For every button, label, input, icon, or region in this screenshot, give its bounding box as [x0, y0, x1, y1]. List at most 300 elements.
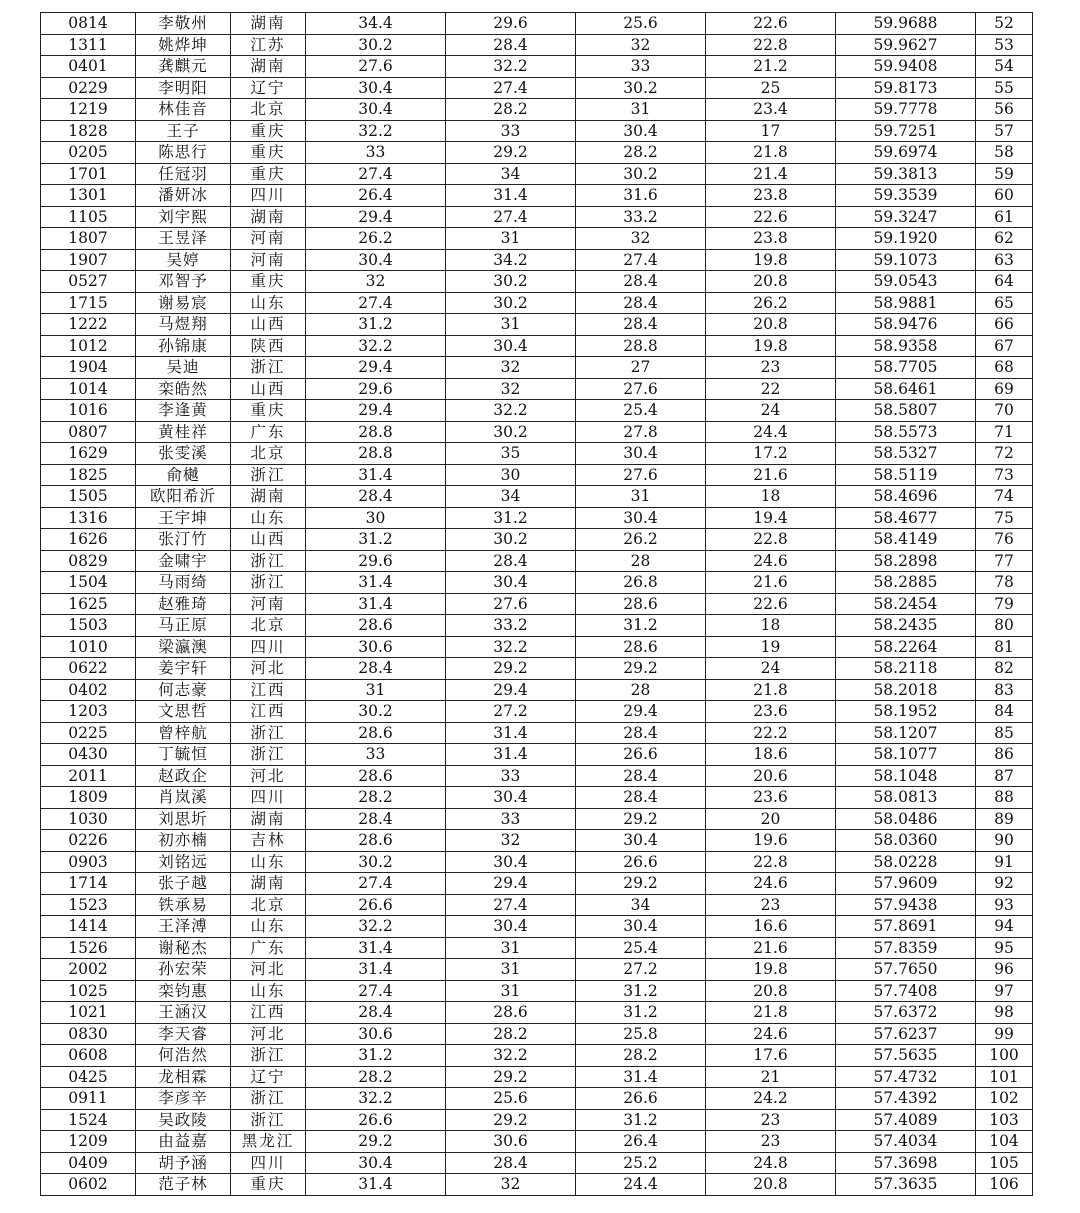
name-cell: 刘铭远: [136, 851, 231, 873]
score-4-cell: 23: [706, 357, 836, 379]
table-row: [41, 228, 1033, 250]
score-3-cell: 26.6: [576, 1088, 706, 1110]
table-row: [41, 56, 1033, 78]
score-4-cell: 22.2: [706, 722, 836, 744]
total-score-cell: 58.9358: [836, 335, 976, 357]
total-score-cell: 57.9438: [836, 894, 976, 916]
score-4-cell: 24.6: [706, 1023, 836, 1045]
name-cell: 赵政企: [136, 765, 231, 787]
name-cell: 铁承易: [136, 894, 231, 916]
table-row: [41, 679, 1033, 701]
score-2-cell: 33: [446, 765, 576, 787]
table-row: [41, 851, 1033, 873]
score-1-cell: 26.6: [306, 1109, 446, 1131]
name-cell: 谢易宸: [136, 292, 231, 314]
rank-cell: 65: [976, 292, 1033, 314]
name-cell: 马正原: [136, 615, 231, 637]
table-row: [41, 1066, 1033, 1088]
score-2-cell: 30.4: [446, 787, 576, 809]
score-4-cell: 22.6: [706, 206, 836, 228]
score-1-cell: 33: [306, 142, 446, 164]
score-3-cell: 27.4: [576, 249, 706, 271]
candidate-id-cell: 0903: [41, 851, 136, 873]
score-2-cell: 29.2: [446, 1066, 576, 1088]
score-3-cell: 28.6: [576, 593, 706, 615]
rank-cell: 58: [976, 142, 1033, 164]
province-cell: 浙江: [231, 357, 306, 379]
table-row: [41, 163, 1033, 185]
candidate-id-cell: 0205: [41, 142, 136, 164]
table-row: [41, 77, 1033, 99]
table-row: [41, 529, 1033, 551]
name-cell: 王涵汉: [136, 1002, 231, 1024]
score-1-cell: 27.4: [306, 873, 446, 895]
rank-cell: 105: [976, 1152, 1033, 1174]
total-score-cell: 58.2118: [836, 658, 976, 680]
province-cell: 湖南: [231, 13, 306, 35]
score-2-cell: 27.4: [446, 77, 576, 99]
score-2-cell: 30: [446, 464, 576, 486]
score-3-cell: 33.2: [576, 206, 706, 228]
table-row: [41, 937, 1033, 959]
rank-cell: 56: [976, 99, 1033, 121]
score-2-cell: 32.2: [446, 636, 576, 658]
candidate-id-cell: 0401: [41, 56, 136, 78]
candidate-id-cell: 1016: [41, 400, 136, 422]
score-3-cell: 28.4: [576, 271, 706, 293]
total-score-cell: 58.2885: [836, 572, 976, 594]
score-1-cell: 32.2: [306, 335, 446, 357]
table-body: [41, 13, 1033, 1196]
table-row: [41, 894, 1033, 916]
score-1-cell: 28.4: [306, 486, 446, 508]
table-row: [41, 314, 1033, 336]
score-4-cell: 20.6: [706, 765, 836, 787]
rank-cell: 57: [976, 120, 1033, 142]
total-score-cell: 58.2435: [836, 615, 976, 637]
score-4-cell: 18: [706, 615, 836, 637]
province-cell: 江苏: [231, 34, 306, 56]
name-cell: 吴政陵: [136, 1109, 231, 1131]
score-2-cell: 30.2: [446, 421, 576, 443]
score-2-cell: 31.4: [446, 185, 576, 207]
total-score-cell: 57.4732: [836, 1066, 976, 1088]
province-cell: 山东: [231, 851, 306, 873]
score-3-cell: 30.2: [576, 77, 706, 99]
score-3-cell: 25.6: [576, 13, 706, 35]
score-2-cell: 32.2: [446, 56, 576, 78]
candidate-id-cell: 1505: [41, 486, 136, 508]
province-cell: 湖南: [231, 56, 306, 78]
rank-cell: 88: [976, 787, 1033, 809]
table-row: [41, 744, 1033, 766]
name-cell: 李敬州: [136, 13, 231, 35]
total-score-cell: 59.6974: [836, 142, 976, 164]
name-cell: 潘妍冰: [136, 185, 231, 207]
name-cell: 马煜翔: [136, 314, 231, 336]
rank-cell: 71: [976, 421, 1033, 443]
name-cell: 何浩然: [136, 1045, 231, 1067]
score-1-cell: 30.4: [306, 77, 446, 99]
province-cell: 浙江: [231, 744, 306, 766]
total-score-cell: 58.2264: [836, 636, 976, 658]
candidate-id-cell: 0602: [41, 1174, 136, 1196]
total-score-cell: 59.3539: [836, 185, 976, 207]
rank-cell: 86: [976, 744, 1033, 766]
table-row: [41, 722, 1033, 744]
total-score-cell: 58.9881: [836, 292, 976, 314]
score-3-cell: 28.4: [576, 292, 706, 314]
candidate-id-cell: 1807: [41, 228, 136, 250]
rank-cell: 106: [976, 1174, 1033, 1196]
score-1-cell: 27.6: [306, 56, 446, 78]
score-3-cell: 30.2: [576, 163, 706, 185]
score-2-cell: 34: [446, 486, 576, 508]
name-cell: 吴婷: [136, 249, 231, 271]
score-4-cell: 21.6: [706, 937, 836, 959]
score-2-cell: 29.6: [446, 13, 576, 35]
score-1-cell: 28.4: [306, 658, 446, 680]
rank-cell: 66: [976, 314, 1033, 336]
rank-cell: 53: [976, 34, 1033, 56]
province-cell: 四川: [231, 1152, 306, 1174]
score-4-cell: 26.2: [706, 292, 836, 314]
name-cell: 姜宇轩: [136, 658, 231, 680]
candidate-id-cell: 1524: [41, 1109, 136, 1131]
score-4-cell: 18.6: [706, 744, 836, 766]
total-score-cell: 58.5573: [836, 421, 976, 443]
score-4-cell: 19: [706, 636, 836, 658]
rank-cell: 92: [976, 873, 1033, 895]
score-4-cell: 16.6: [706, 916, 836, 938]
score-2-cell: 27.2: [446, 701, 576, 723]
candidate-id-cell: 0830: [41, 1023, 136, 1045]
rank-cell: 72: [976, 443, 1033, 465]
score-2-cell: 33: [446, 808, 576, 830]
name-cell: 王泽溥: [136, 916, 231, 938]
score-3-cell: 31.2: [576, 980, 706, 1002]
name-cell: 文思哲: [136, 701, 231, 723]
rank-cell: 74: [976, 486, 1033, 508]
score-3-cell: 28.4: [576, 722, 706, 744]
score-3-cell: 32: [576, 34, 706, 56]
rank-cell: 84: [976, 701, 1033, 723]
score-4-cell: 21.4: [706, 163, 836, 185]
rank-cell: 52: [976, 13, 1033, 35]
rank-cell: 55: [976, 77, 1033, 99]
table-row: [41, 99, 1033, 121]
rank-cell: 76: [976, 529, 1033, 551]
candidate-id-cell: 0829: [41, 550, 136, 572]
score-4-cell: 23.6: [706, 701, 836, 723]
score-2-cell: 27.4: [446, 206, 576, 228]
candidate-id-cell: 1523: [41, 894, 136, 916]
province-cell: 山东: [231, 507, 306, 529]
candidate-id-cell: 1010: [41, 636, 136, 658]
rank-cell: 79: [976, 593, 1033, 615]
province-cell: 四川: [231, 185, 306, 207]
province-cell: 广东: [231, 421, 306, 443]
score-3-cell: 29.2: [576, 658, 706, 680]
score-3-cell: 28.8: [576, 335, 706, 357]
table-row: [41, 1152, 1033, 1174]
candidate-id-cell: 1701: [41, 163, 136, 185]
rank-cell: 62: [976, 228, 1033, 250]
score-4-cell: 21.6: [706, 464, 836, 486]
score-2-cell: 30.2: [446, 529, 576, 551]
score-3-cell: 28: [576, 550, 706, 572]
score-3-cell: 28.4: [576, 314, 706, 336]
score-4-cell: 24: [706, 658, 836, 680]
total-score-cell: 58.4696: [836, 486, 976, 508]
score-2-cell: 28.6: [446, 1002, 576, 1024]
score-1-cell: 34.4: [306, 13, 446, 35]
name-cell: 欧阳希沂: [136, 486, 231, 508]
score-3-cell: 25.4: [576, 937, 706, 959]
candidate-id-cell: 1809: [41, 787, 136, 809]
score-table: [40, 12, 1033, 1196]
name-cell: 邓智予: [136, 271, 231, 293]
table-row: [41, 959, 1033, 981]
name-cell: 金啸宇: [136, 550, 231, 572]
rank-cell: 83: [976, 679, 1033, 701]
total-score-cell: 57.7650: [836, 959, 976, 981]
score-4-cell: 24: [706, 400, 836, 422]
table-row: [41, 271, 1033, 293]
score-3-cell: 31: [576, 99, 706, 121]
score-1-cell: 31.2: [306, 1045, 446, 1067]
candidate-id-cell: 1414: [41, 916, 136, 938]
table-row: [41, 658, 1033, 680]
score-2-cell: 34.2: [446, 249, 576, 271]
score-4-cell: 21: [706, 1066, 836, 1088]
name-cell: 肖岚溪: [136, 787, 231, 809]
rank-cell: 78: [976, 572, 1033, 594]
table-row: [41, 249, 1033, 271]
rank-cell: 103: [976, 1109, 1033, 1131]
rank-cell: 75: [976, 507, 1033, 529]
score-3-cell: 31.2: [576, 1002, 706, 1024]
score-2-cell: 32: [446, 1174, 576, 1196]
total-score-cell: 59.7251: [836, 120, 976, 142]
score-2-cell: 30.4: [446, 572, 576, 594]
score-1-cell: 33: [306, 744, 446, 766]
candidate-id-cell: 1503: [41, 615, 136, 637]
score-1-cell: 28.6: [306, 830, 446, 852]
table-row: [41, 464, 1033, 486]
candidate-id-cell: 0608: [41, 1045, 136, 1067]
score-2-cell: 29.2: [446, 1109, 576, 1131]
score-2-cell: 28.2: [446, 1023, 576, 1045]
table-row: [41, 292, 1033, 314]
rank-cell: 70: [976, 400, 1033, 422]
score-4-cell: 22.8: [706, 34, 836, 56]
rank-cell: 102: [976, 1088, 1033, 1110]
score-1-cell: 31.4: [306, 572, 446, 594]
rank-cell: 85: [976, 722, 1033, 744]
name-cell: 任冠羽: [136, 163, 231, 185]
rank-cell: 82: [976, 658, 1033, 680]
total-score-cell: 57.4034: [836, 1131, 976, 1153]
name-cell: 姚烨坤: [136, 34, 231, 56]
score-1-cell: 26.6: [306, 894, 446, 916]
score-3-cell: 30.4: [576, 120, 706, 142]
name-cell: 龚麒元: [136, 56, 231, 78]
candidate-id-cell: 1526: [41, 937, 136, 959]
score-1-cell: 30.6: [306, 1023, 446, 1045]
table-row: [41, 636, 1033, 658]
candidate-id-cell: 1625: [41, 593, 136, 615]
table-row: [41, 120, 1033, 142]
score-3-cell: 29.2: [576, 808, 706, 830]
total-score-cell: 57.4392: [836, 1088, 976, 1110]
total-score-cell: 57.6372: [836, 1002, 976, 1024]
score-4-cell: 21.8: [706, 679, 836, 701]
rank-cell: 81: [976, 636, 1033, 658]
score-3-cell: 29.4: [576, 701, 706, 723]
candidate-id-cell: 1209: [41, 1131, 136, 1153]
province-cell: 河北: [231, 765, 306, 787]
name-cell: 吴迪: [136, 357, 231, 379]
name-cell: 谢秘杰: [136, 937, 231, 959]
candidate-id-cell: 1715: [41, 292, 136, 314]
name-cell: 栾钧惠: [136, 980, 231, 1002]
score-4-cell: 23.8: [706, 185, 836, 207]
score-3-cell: 31.4: [576, 1066, 706, 1088]
candidate-id-cell: 1629: [41, 443, 136, 465]
rank-cell: 89: [976, 808, 1033, 830]
score-2-cell: 31: [446, 980, 576, 1002]
score-4-cell: 19.8: [706, 335, 836, 357]
rank-cell: 69: [976, 378, 1033, 400]
total-score-cell: 57.8691: [836, 916, 976, 938]
province-cell: 江西: [231, 679, 306, 701]
score-4-cell: 21.6: [706, 572, 836, 594]
score-4-cell: 21.2: [706, 56, 836, 78]
candidate-id-cell: 1030: [41, 808, 136, 830]
table-row: [41, 550, 1033, 572]
name-cell: 胡予涵: [136, 1152, 231, 1174]
score-1-cell: 28.2: [306, 787, 446, 809]
total-score-cell: 58.9476: [836, 314, 976, 336]
score-1-cell: 31: [306, 679, 446, 701]
province-cell: 江西: [231, 701, 306, 723]
total-score-cell: 58.0813: [836, 787, 976, 809]
rank-cell: 94: [976, 916, 1033, 938]
score-3-cell: 25.2: [576, 1152, 706, 1174]
table-row: [41, 873, 1033, 895]
total-score-cell: 59.9408: [836, 56, 976, 78]
name-cell: 李天睿: [136, 1023, 231, 1045]
score-2-cell: 31: [446, 314, 576, 336]
score-2-cell: 31.2: [446, 507, 576, 529]
candidate-id-cell: 1014: [41, 378, 136, 400]
rank-cell: 59: [976, 163, 1033, 185]
score-2-cell: 32: [446, 378, 576, 400]
total-score-cell: 58.7705: [836, 357, 976, 379]
score-3-cell: 30.4: [576, 916, 706, 938]
province-cell: 北京: [231, 894, 306, 916]
score-1-cell: 29.4: [306, 357, 446, 379]
name-cell: 马雨绮: [136, 572, 231, 594]
candidate-id-cell: 1907: [41, 249, 136, 271]
score-4-cell: 22.8: [706, 851, 836, 873]
province-cell: 山东: [231, 980, 306, 1002]
score-1-cell: 28.6: [306, 722, 446, 744]
name-cell: 孙宏荣: [136, 959, 231, 981]
candidate-id-cell: 0226: [41, 830, 136, 852]
total-score-cell: 58.4677: [836, 507, 976, 529]
candidate-id-cell: 0229: [41, 77, 136, 99]
table-row: [41, 1002, 1033, 1024]
score-1-cell: 31.4: [306, 937, 446, 959]
score-4-cell: 20.8: [706, 980, 836, 1002]
name-cell: 李逢黄: [136, 400, 231, 422]
total-score-cell: 59.1920: [836, 228, 976, 250]
name-cell: 张子越: [136, 873, 231, 895]
score-2-cell: 27.6: [446, 593, 576, 615]
rank-cell: 80: [976, 615, 1033, 637]
table-row: [41, 34, 1033, 56]
candidate-id-cell: 1626: [41, 529, 136, 551]
province-cell: 浙江: [231, 572, 306, 594]
score-2-cell: 35: [446, 443, 576, 465]
province-cell: 四川: [231, 787, 306, 809]
total-score-cell: 59.3813: [836, 163, 976, 185]
table-row: [41, 486, 1033, 508]
total-score-cell: 58.2898: [836, 550, 976, 572]
score-2-cell: 25.6: [446, 1088, 576, 1110]
table-row: [41, 185, 1033, 207]
rank-cell: 63: [976, 249, 1033, 271]
score-4-cell: 20: [706, 808, 836, 830]
score-3-cell: 31: [576, 486, 706, 508]
total-score-cell: 58.2454: [836, 593, 976, 615]
table-row: [41, 335, 1033, 357]
table-row: [41, 593, 1033, 615]
candidate-id-cell: 0911: [41, 1088, 136, 1110]
province-cell: 河南: [231, 593, 306, 615]
candidate-id-cell: 0409: [41, 1152, 136, 1174]
name-cell: 张汀竹: [136, 529, 231, 551]
name-cell: 李彦辛: [136, 1088, 231, 1110]
table-row: [41, 421, 1033, 443]
rank-cell: 96: [976, 959, 1033, 981]
score-2-cell: 27.4: [446, 894, 576, 916]
rank-cell: 99: [976, 1023, 1033, 1045]
province-cell: 陕西: [231, 335, 306, 357]
candidate-id-cell: 2002: [41, 959, 136, 981]
rank-cell: 104: [976, 1131, 1033, 1153]
province-cell: 浙江: [231, 722, 306, 744]
score-3-cell: 30.4: [576, 830, 706, 852]
score-3-cell: 27.6: [576, 464, 706, 486]
score-1-cell: 30.4: [306, 99, 446, 121]
total-score-cell: 59.8173: [836, 77, 976, 99]
rank-cell: 64: [976, 271, 1033, 293]
score-2-cell: 30.2: [446, 271, 576, 293]
score-3-cell: 27.2: [576, 959, 706, 981]
score-3-cell: 27.6: [576, 378, 706, 400]
table-row: [41, 787, 1033, 809]
score-1-cell: 31.4: [306, 464, 446, 486]
score-3-cell: 30.4: [576, 507, 706, 529]
score-3-cell: 26.2: [576, 529, 706, 551]
name-cell: 陈思行: [136, 142, 231, 164]
score-4-cell: 24.8: [706, 1152, 836, 1174]
province-cell: 广东: [231, 937, 306, 959]
table-row: [41, 615, 1033, 637]
